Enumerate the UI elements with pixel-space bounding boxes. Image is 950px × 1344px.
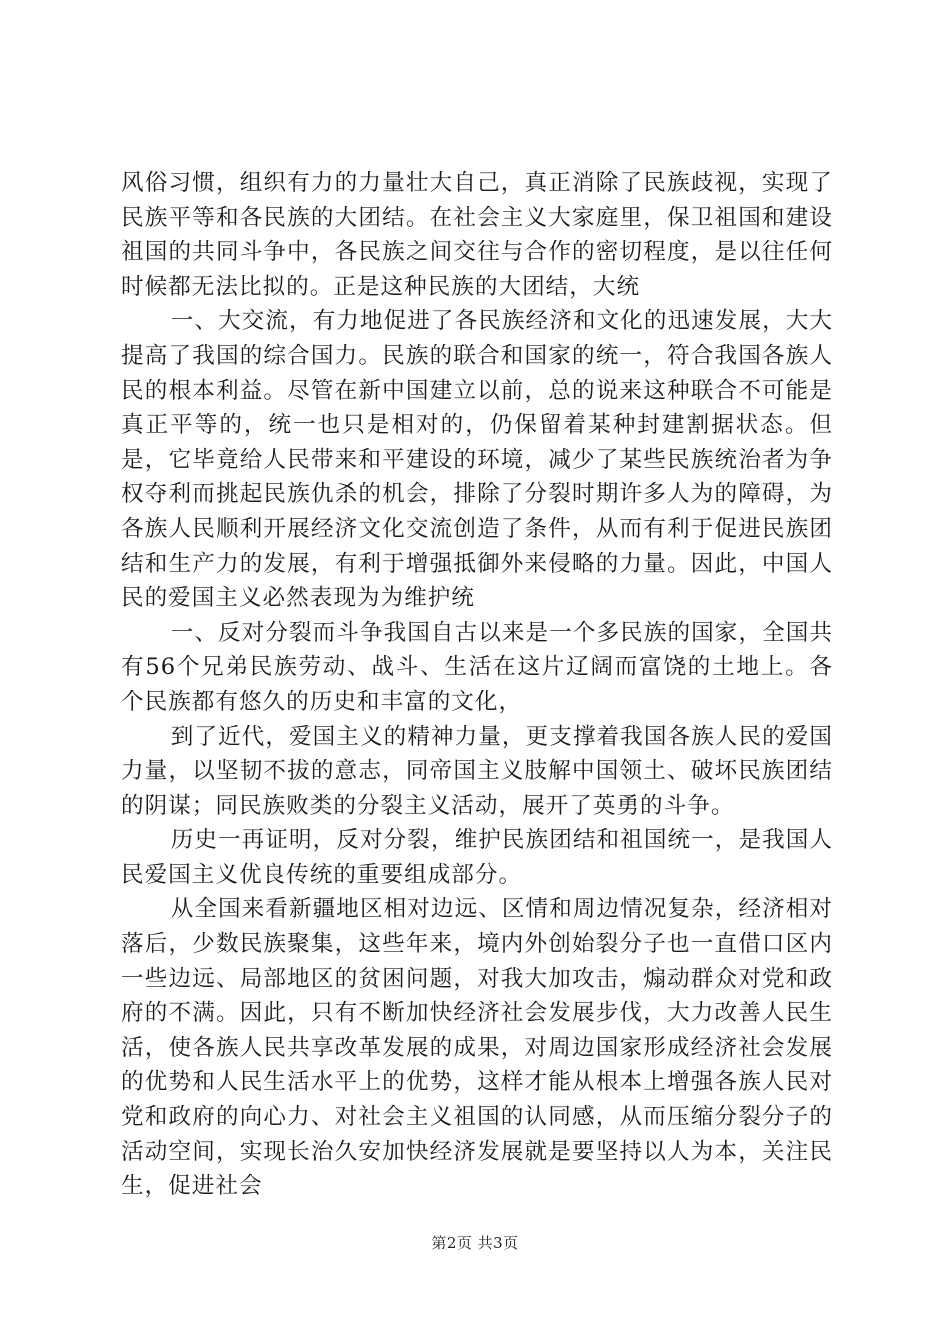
- paragraph-5: 历史一再证明，反对分裂，维护民族团结和祖国统一，是我国人民爱国主义优良传统的重要组成部分。: [121, 827, 833, 888]
- paragraph-1: 风俗习惯，组织有力的力量壮大自己，真正消除了民族歧视，实现了民族平等和各民族的大团结。在社会主义大家庭里，保卫祖国和建设祖国的共同斗争中，各民族之间交往与合作的密切程度，是以往任何时候都无法比拟的。正是这种民族的大团结，大统: [121, 170, 833, 300]
- paragraph-4: 到了近代，爱国主义的精神力量，更支撑着我国各族人民的爱国力量，以坚韧不拔的意志，同帝国主义肢解中国领土、破坏民族团结的阴谋；同民族败类的分裂主义活动，展开了英勇的斗争。: [121, 723, 833, 819]
- body-text: [121, 166, 833, 1204]
- page-number: 第2页 共3页: [431, 1234, 519, 1252]
- paragraph-6: 从全国来看新疆地区相对边远、区情和周边情况复杂，经济相对落后，少数民族聚集，这些年来，境内外创始裂分子也一直借口区内一些边远、局部地区的贫困问题，对我大加攻击，煽动群众对党和政府的不满。因此，只有不断加快经济社会发展步伐，大力改善人民生活，使各族人民共享改革发展的成果，对周边国家形成经济社会发展的优势和人民生活水平上的优势，这样才能从根本上增强各族人民对党和政府的向心力、对社会主义祖国的认同感，从而压缩分裂分子的活动空间，实现长治久安加快经济发展就是要坚持以人为本，关注民生，促进社会: [121, 896, 833, 1200]
- paragraph-2: 一、大交流，有力地促进了各民族经济和文化的迅速发展，大大提高了我国的综合国力。民族的联合和国家的统一，符合我国各族人民的根本利益。尽管在新中国建立以前，总的说来这种联合不可能是真正平等的，统一也只是相对的，仍保留着某种封建割据状态。但是，它毕竟给人民带来和平建设的环境，减少了某些民族统治者为争权夺利而挑起民族仇杀的机会，排除了分裂时期许多人为的障碍，为各族人民顺利开展经济文化交流创造了条件，从而有利于促进民族团结和生产力的发展，有利于增强抵御外来侵略的力量。因此，中国人民的爱国主义必然表现为为维护统: [121, 308, 833, 612]
- paragraph-3: 一、反对分裂而斗争我国自古以来是一个多民族的国家，全国共有56个兄弟民族劳动、战斗、生活在这片辽阔而富饶的土地上。各个民族都有悠久的历史和丰富的文化，: [121, 619, 833, 715]
- page-footer: [0, 1232, 950, 1253]
